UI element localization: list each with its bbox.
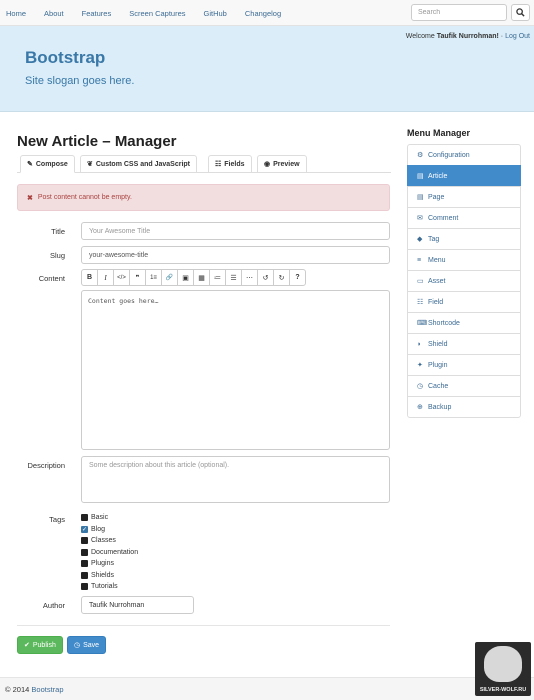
nav-link-about[interactable]: About [44, 8, 64, 18]
sidebar-item-label: Tag [428, 235, 440, 243]
th-list-icon: ☷ [215, 161, 222, 168]
tag-plugins[interactable] [81, 558, 138, 570]
search-input[interactable] [411, 4, 507, 21]
tags-label: Tags [49, 515, 65, 524]
tag-label: Documentation [91, 548, 139, 556]
sidebar-item-shield[interactable] [407, 333, 521, 355]
checkbox[interactable] [81, 560, 88, 567]
life-ring-icon: ⊕ [417, 404, 423, 411]
sidebar-item-asset[interactable] [407, 270, 521, 292]
sidebar-item-label: Comment [428, 214, 459, 222]
description-label: Description [27, 461, 65, 470]
tag-basic[interactable] [81, 512, 138, 524]
clock-icon: ◷ [417, 383, 424, 390]
sidebar-item-label: Configuration [428, 151, 470, 159]
sidebar-item-comment[interactable] [407, 207, 521, 229]
checkbox[interactable] [81, 537, 88, 544]
tag-label: Plugins [91, 560, 114, 568]
comments-icon: ✉ [417, 215, 423, 222]
table-button[interactable]: ▦ [193, 269, 210, 286]
description-textarea[interactable]: Some description about this article (optional). [81, 456, 390, 503]
footer-link[interactable]: Bootstrap [31, 685, 64, 694]
sidebar-item-label: Plugin [428, 361, 448, 369]
tag-documentation[interactable] [81, 547, 138, 559]
sidebar-item-field[interactable] [407, 291, 521, 313]
sidebar-item-label: Shortcode [428, 319, 460, 327]
checkbox[interactable] [81, 572, 88, 579]
sidebar-title: Menu Manager [407, 128, 471, 138]
link-button[interactable]: 🔗 [161, 269, 178, 286]
sidebar-item-menu[interactable] [407, 249, 521, 271]
italic-button[interactable]: I [97, 269, 114, 286]
sidebar-item-plugin[interactable] [407, 354, 521, 376]
checkbox[interactable] [81, 583, 88, 590]
clock-icon: ◷ [74, 642, 81, 649]
content-label: Content [38, 274, 65, 283]
site-brand[interactable]: Bootstrap [25, 48, 106, 67]
file-icon: ▤ [417, 194, 424, 201]
footer-copyright: © 2014 [5, 685, 30, 694]
hdd-icon: ▭ [417, 278, 424, 285]
tab-custom-css-js[interactable] [80, 155, 197, 173]
help-button[interactable]: ? [289, 269, 306, 286]
image-button[interactable]: ▣ [177, 269, 194, 286]
editor-toolbar [81, 269, 305, 286]
publish-label: Publish [32, 641, 56, 649]
tab-preview[interactable] [257, 155, 307, 173]
tag-classes[interactable] [81, 535, 138, 547]
watermark-text: SILVER-WOLF.RU [479, 687, 527, 693]
checkbox[interactable] [81, 549, 88, 556]
ordered-list-button[interactable]: ≔ [209, 269, 226, 286]
undo-button[interactable]: ↺ [257, 269, 274, 286]
sidebar-item-label: Field [428, 298, 444, 306]
sidebar-item-label: Article [428, 172, 448, 180]
tag-label: Blog [91, 525, 106, 533]
pencil-icon: ✎ [27, 161, 33, 168]
checkbox-checked[interactable]: ✓ [81, 526, 88, 533]
nav-link-features[interactable]: Features [81, 8, 112, 18]
publish-button[interactable] [17, 636, 63, 654]
bold-button[interactable]: B [81, 269, 98, 286]
error-alert [17, 184, 390, 211]
tab-fields-label: Fields [224, 160, 245, 168]
tag-label: Classes [91, 537, 116, 545]
footer-text [5, 685, 64, 694]
sidebar-item-label: Asset [428, 277, 446, 285]
sidebar-item-label: Shield [428, 340, 448, 348]
sidebar-item-label: Page [428, 193, 445, 201]
code-button[interactable]: </> [113, 269, 130, 286]
sidebar-item-cache[interactable] [407, 375, 521, 397]
quote-button[interactable]: ❞ [129, 269, 146, 286]
sidebar-item-configuration[interactable] [407, 144, 521, 166]
tag-shields[interactable] [81, 570, 138, 582]
tag-label: Shields [91, 571, 114, 579]
save-label: Save [83, 641, 100, 649]
save-button[interactable] [67, 636, 106, 654]
tab-custom-css-js-label: Custom CSS and JavaScript [95, 160, 191, 168]
tab-preview-label: Preview [273, 160, 300, 168]
tab-fields[interactable] [208, 155, 252, 173]
tab-compose-label: Compose [35, 160, 68, 168]
site-footer [0, 677, 534, 700]
shield-icon: ◗ [417, 340, 422, 348]
unordered-list-button[interactable]: ☰ [225, 269, 242, 286]
tab-compose[interactable] [20, 155, 75, 173]
magic-icon: ✦ [417, 362, 423, 369]
nav-links [6, 0, 299, 26]
logout-link[interactable]: Log Out [505, 33, 530, 40]
search-icon [516, 8, 525, 17]
top-navbar [0, 0, 534, 26]
redo-button[interactable]: ↻ [273, 269, 290, 286]
user-name: Taufik Nurrohman! [436, 33, 499, 40]
nav-link-github[interactable]: GitHub [203, 8, 227, 18]
tag-blog[interactable] [81, 524, 138, 536]
th-list-icon: ☷ [417, 299, 424, 306]
eye-icon: ◉ [264, 161, 271, 168]
sidebar-item-label: Menu [428, 256, 446, 264]
tag-tutorials[interactable] [81, 581, 138, 593]
tag-label: Basic [91, 514, 109, 522]
nav-link-screen-captures[interactable]: Screen Captures [129, 8, 186, 18]
sidebar-item-shortcode[interactable] [407, 312, 521, 334]
sidebar-item-page[interactable] [407, 186, 521, 208]
sidebar-item-label: Backup [428, 403, 452, 411]
author-input[interactable]: Taufik Nurrohman [81, 596, 194, 614]
slug-label: Slug [49, 251, 65, 260]
horizontal-rule-button[interactable]: ⋯ [241, 269, 258, 286]
file-icon: ▤ [417, 173, 424, 180]
tag-label: Tutorials [91, 583, 118, 591]
leaf-icon: ❦ [87, 161, 93, 168]
wolf-image [484, 646, 522, 682]
cogs-icon: ⚙ [417, 152, 424, 159]
close-icon: ✖ [27, 194, 33, 202]
sidebar-item-backup[interactable] [407, 396, 521, 418]
watermark-logo [475, 642, 531, 696]
title-label: Title [51, 227, 65, 236]
page-title: New Article – Manager [17, 133, 177, 150]
sidebar-item-label: Cache [428, 382, 449, 390]
site-header [0, 26, 534, 112]
nav-link-changelog[interactable]: Changelog [244, 8, 282, 18]
welcome-text [406, 33, 530, 40]
check-circle-icon: ✔ [24, 642, 30, 649]
tags-icon: ◆ [417, 236, 423, 243]
nav-link-home[interactable]: Home [6, 8, 27, 18]
alert-message: Post content cannot be empty. [37, 194, 132, 201]
keyboard-icon: ⌨ [417, 320, 428, 327]
welcome-prefix: Welcome [405, 33, 435, 40]
tags-list [81, 512, 138, 593]
sidebar-item-tag[interactable] [407, 228, 521, 250]
form-divider [17, 625, 390, 626]
search-button[interactable] [511, 4, 530, 21]
title-input[interactable]: Your Awesome Title [81, 222, 390, 240]
sidebar-menu [407, 144, 521, 418]
slug-input[interactable]: your-awesome-title [81, 246, 390, 264]
sidebar-item-article[interactable] [407, 165, 521, 187]
heading-button[interactable]: 1≡ [145, 269, 162, 286]
checkbox[interactable] [81, 514, 88, 521]
author-label: Author [42, 601, 65, 610]
welcome-separator: · [498, 33, 506, 40]
editor-tabs [17, 155, 391, 173]
site-slogan: Site slogan goes here. [25, 75, 135, 87]
content-editor[interactable]: Content goes here… [81, 290, 390, 450]
bars-icon: ≡ [417, 256, 422, 264]
